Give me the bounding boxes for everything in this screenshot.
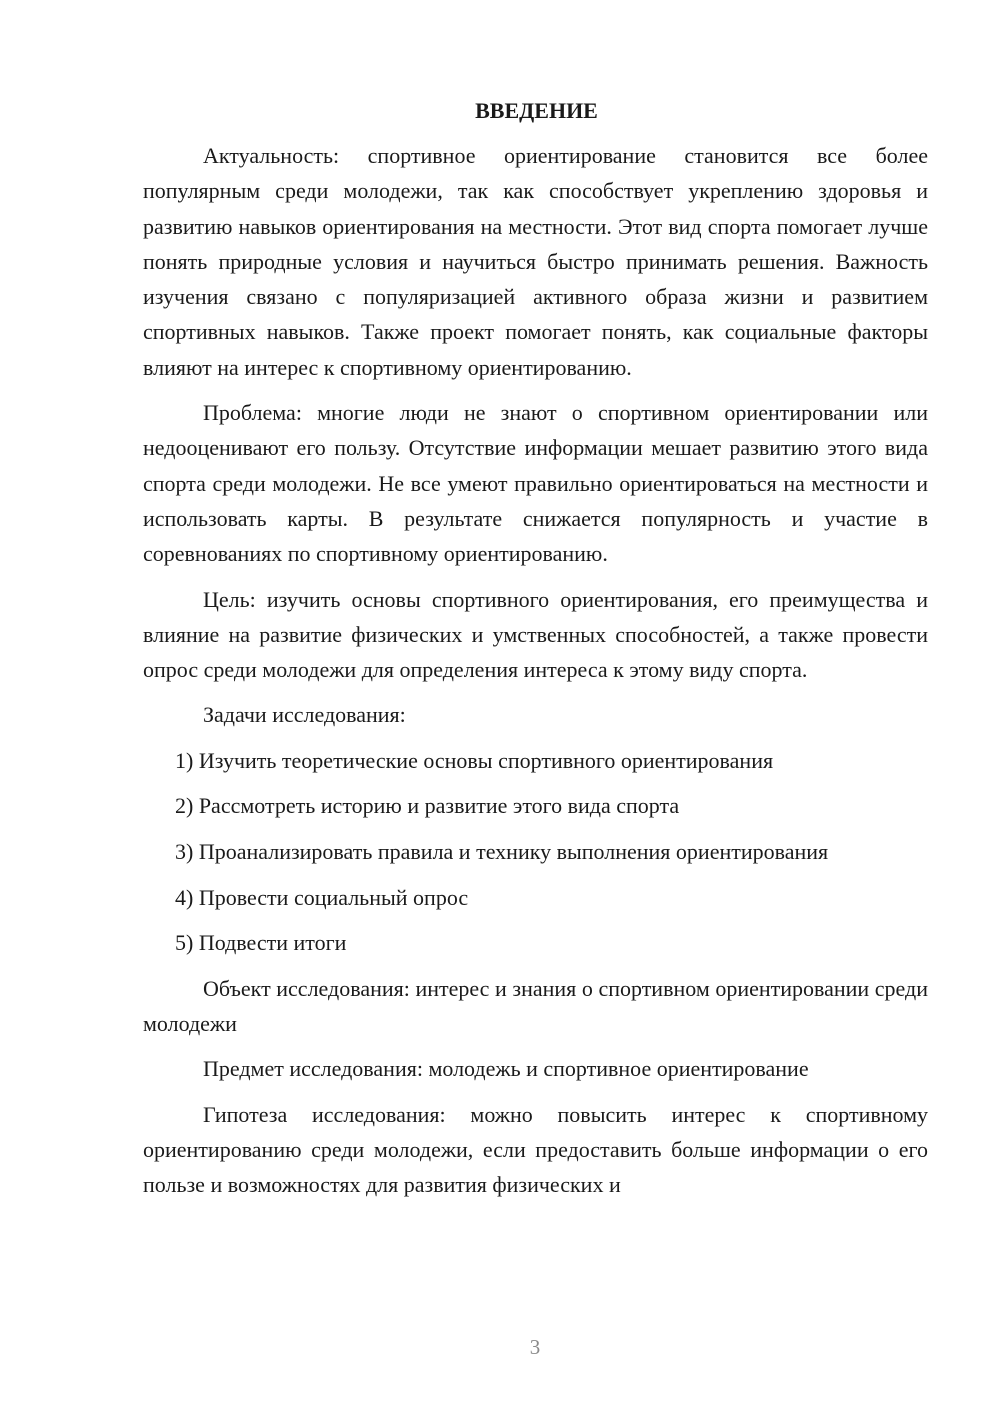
list-item: 1) Изучить теоретические основы спортивного ориентирования	[175, 747, 774, 773]
list-item: 4) Провести социальный опрос	[175, 884, 469, 910]
page-number: 3	[529, 1335, 541, 1359]
page-title: ВВЕДЕНИЕ	[475, 98, 598, 123]
object-paragraph: Объект исследования: интерес и знания о спортивном ориентировании среди молодежи	[143, 975, 928, 1037]
list-item: 5) Подвести итоги	[175, 930, 347, 956]
document-page	[143, 96, 928, 1213]
list-item: 3) Проанализировать правила и технику выполнения ориентирования	[175, 838, 829, 864]
goal-paragraph: Цель: изучить основы спортивного ориентирования, его преимущества и влияние на развитие физических и умственных способностей, а также провести опрос среди молодежи для определения интереса к этому виду спорта.	[143, 586, 928, 683]
subject-paragraph: Предмет исследования: молодежь и спортивное ориентирование	[203, 1056, 809, 1082]
tasks-list	[143, 743, 928, 961]
problem-paragraph: Проблема: многие люди не знают о спортивном ориентировании или недооценивают его пользу. Отсутствие информации мешает развитию этого вида спорта среди молодежи. Не все умеют правильно ориентироваться на местности и использовать карты. В результате снижается популярность и участие в соревнованиях по спортивному ориентированию.	[143, 400, 928, 567]
list-item: 2) Рассмотреть историю и развитие этого вида спорта	[175, 793, 680, 819]
relevance-paragraph: Актуальность: спортивное ориентирование становится все более популярным среди молодежи, так как способствует укреплению здоровья и развитию навыков ориентирования на местности. Этот вид спорта помогает лучше понять природные условия и научиться быстро принимать решения. Важность изучения связано с популяризацией активного образа жизни и развитием спортивных навыков. Также проект помогает понять, как социальные факторы влияют на интерес к спортивному ориентированию.	[143, 143, 928, 380]
hypothesis-paragraph: Гипотеза исследования: можно повысить интерес к спортивному ориентированию среди молодежи, если предоставить больше информации о его пользе и возможностях для развития физических и	[143, 1101, 928, 1198]
tasks-title: Задачи исследования:	[203, 702, 406, 728]
